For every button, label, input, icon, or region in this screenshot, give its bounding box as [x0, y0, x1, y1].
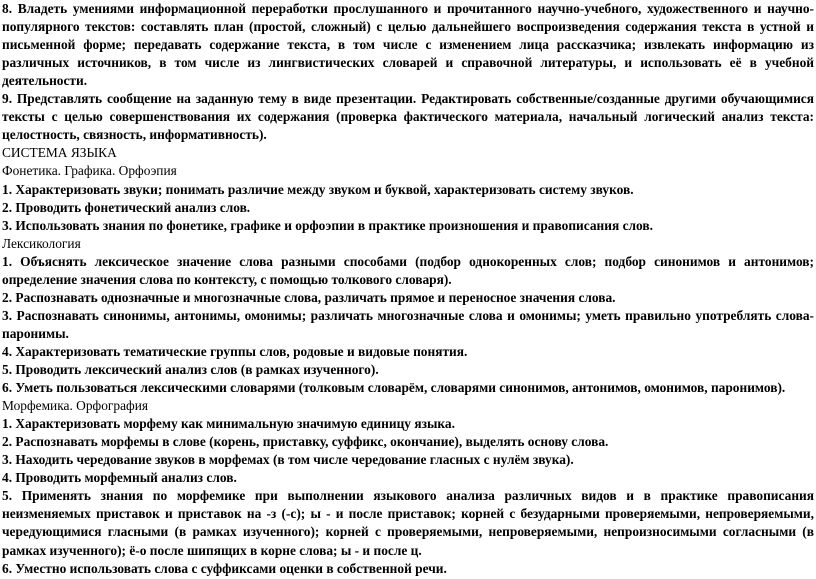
document-line: 9. Представлять сообщение на заданную тему в виде презентации. Редактировать собственные/созданные другими обучающимися	[2, 91, 814, 107]
document-line: 3. Использовать знания по фонетике, графике и орфоэпии в практике произношения и правописания слов.	[2, 217, 653, 233]
section-heading: Фонетика. Графика. Орфоэпия	[2, 163, 177, 179]
document-line: 4. Проводить морфемный анализ слов.	[2, 470, 237, 486]
document-line: письменной форме; передавать содержание текста, в том числе с изменением лица рассказчика; извлекать информацию из	[2, 37, 814, 53]
document-line: чередующимися гласными (в рамках изученного); корней с проверяемыми, непроверяемыми, непроизносимыми согласными (в	[2, 524, 814, 540]
document-line: 3. Находить чередование звуков в морфемах (в том числе чередование гласных с нулём звука).	[2, 452, 574, 468]
document-line: 2. Проводить фонетический анализ слов.	[2, 199, 251, 215]
section-heading: СИСТЕМА ЯЗЫКА	[2, 145, 117, 161]
document-line: 4. Характеризовать тематические группы слов, родовые и видовые понятия.	[2, 343, 468, 359]
document-line: 5. Применять знания по морфемике при выполнении языкового анализа различных видов и в практике правописания	[2, 488, 814, 504]
document-line: деятельности.	[2, 73, 88, 89]
document-line: 6. Уместно использовать слова с суффиксами оценки в собственной речи.	[2, 560, 447, 576]
document-line: 2. Распознавать однозначные и многозначные слова, различать прямое и переносное значения слова.	[2, 289, 616, 305]
document-line: 2. Распознавать морфемы в слове (корень, приставку, суффикс, окончание), выделять основу слова.	[2, 434, 609, 450]
document-line: 1. Характеризовать звуки; понимать различие между звуком и буквой, характеризовать систему звуков.	[2, 181, 634, 197]
document-line: неизменяемых приставок и приставок на -з (-с); ы - и после приставок; корней с безударными проверяемыми, непроверяемыми,	[2, 506, 814, 522]
document-line: 8. Владеть умениями информационной переработки прослушанного и прочитанного научно-учебного, художественного и научно-	[2, 1, 814, 16]
section-heading: Морфемика. Орфография	[2, 398, 149, 414]
section-heading: Лексикология	[2, 235, 81, 251]
document-line: 5. Проводить лексический анализ слов (в рамках изученного).	[2, 362, 379, 377]
document-line: 3. Распознавать синонимы, антонимы, омонимы; различать многозначные слова и омонимы; уметь правильно употреблять слова-	[2, 307, 814, 323]
document-line: целостность, связность, информативность).	[2, 127, 267, 143]
document-line: 1. Объяснять лексическое значение слова разными способами (подбор однокоренных слов; подбор синонимов и антонимов;	[2, 253, 814, 269]
document-line: определение значения слова по контексту, с помощью толкового словаря).	[2, 271, 452, 287]
document-line: тексты с целью совершенствования их содержания (проверка фактического материала, начальный логический анализ текста:	[2, 109, 814, 125]
document-line: паронимы.	[2, 325, 69, 341]
document-line: 6. Уметь пользоваться лексическими словарями (толковым словарём, словарями синонимов, антонимов, омонимов, паронимов).	[2, 380, 786, 396]
document-line: 1. Характеризовать морфему как минимальную значимую единицу языка.	[2, 416, 455, 432]
document-line: популярного текстов: составлять план (простой, сложный) с целью дальнейшего воспроизведения содержания текста в устной и	[2, 19, 814, 35]
document-line: рамках изученного); ё-о после шипящих в корне слова; ы - и после ц.	[2, 542, 422, 558]
document-line: различных источников, в том числе из лингвистических словарей и справочной литературы, и использовать её в учебной	[2, 55, 814, 71]
